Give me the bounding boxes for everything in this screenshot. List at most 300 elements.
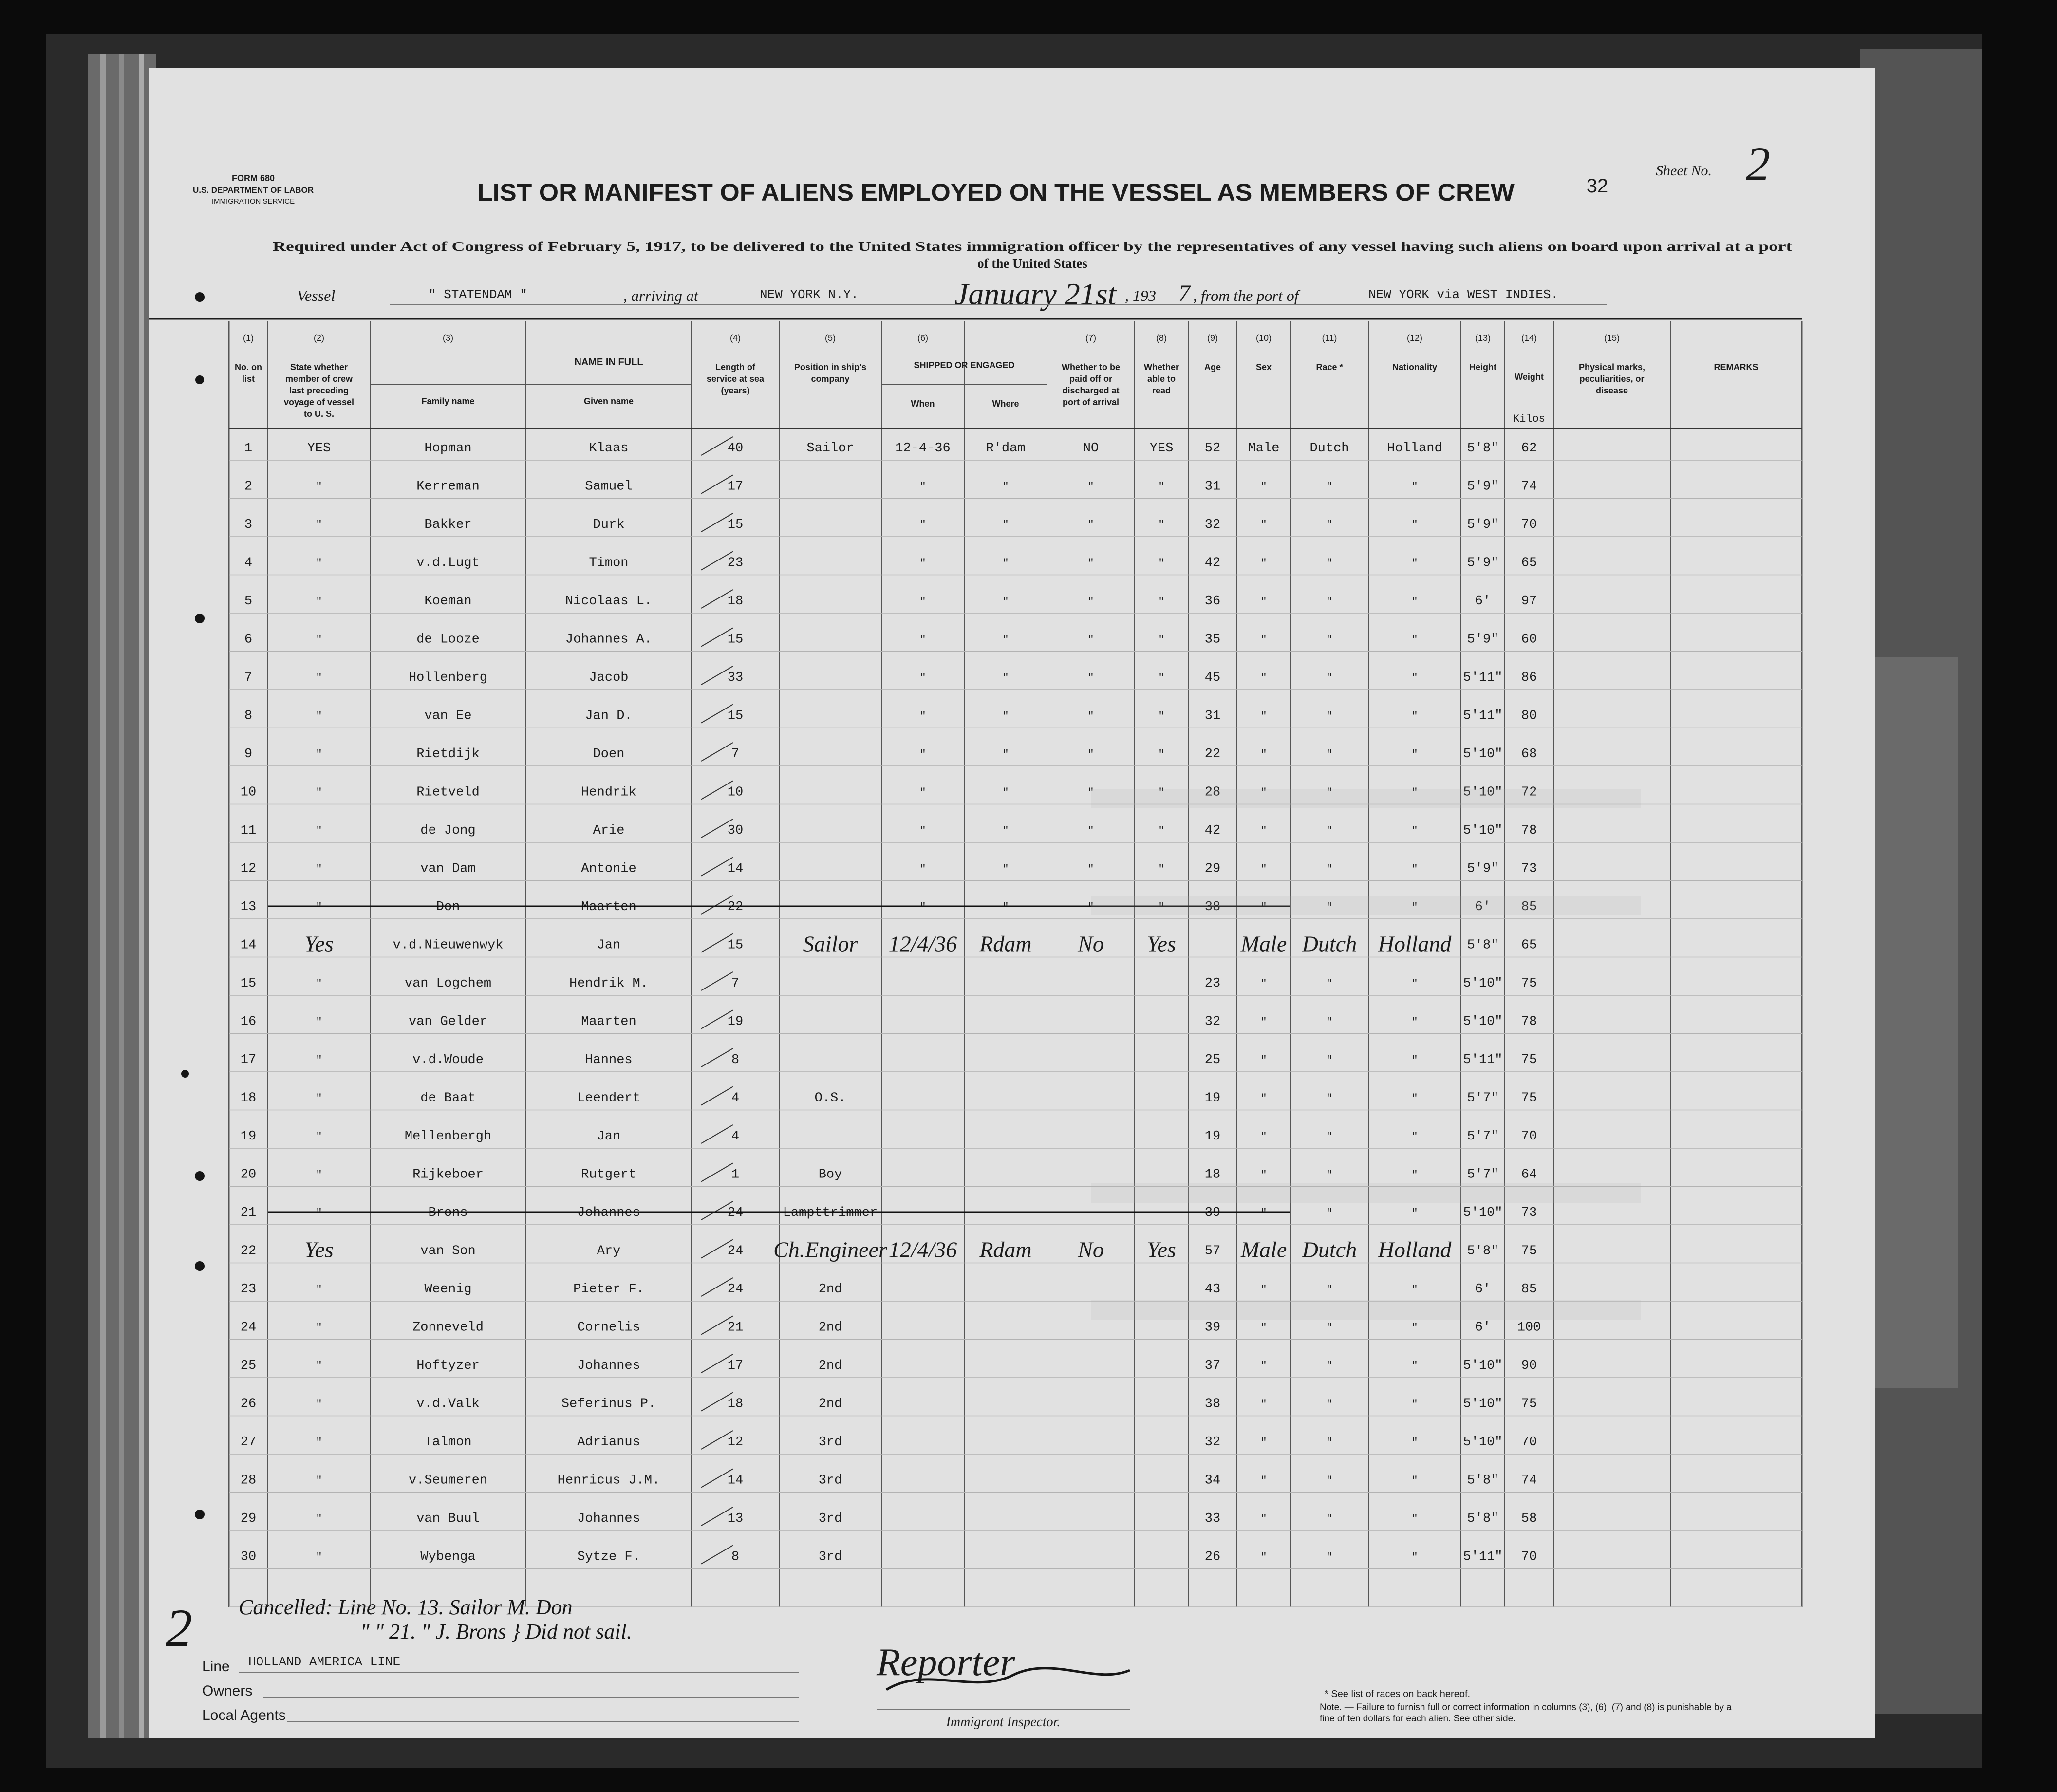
cell-paid: " [1087, 672, 1094, 684]
cell-weight: 74 [1521, 1473, 1537, 1488]
column-header-text: Weight [1515, 372, 1544, 382]
cell-when: " [919, 825, 926, 837]
cell-family: Talmon [424, 1435, 472, 1450]
cell-given: Maarten [581, 900, 636, 915]
cell-age: 31 [1204, 709, 1221, 724]
cell-height: 5'11" [1463, 671, 1503, 685]
cell-service: 14 [727, 1473, 744, 1488]
cell-paid: " [1087, 786, 1094, 799]
cell-nationality: " [1411, 748, 1418, 761]
cell-no: 28 [240, 1473, 257, 1488]
cell-nationality: " [1411, 481, 1418, 493]
cell-sex: " [1260, 672, 1267, 684]
cell-family: Rietdijk [416, 747, 480, 762]
cell-height: 5'10" [1463, 1206, 1503, 1220]
cell-paid: " [1087, 481, 1094, 493]
column-number: (14) [1521, 333, 1537, 343]
cell-age: 19 [1204, 1129, 1221, 1144]
cell-family: v.d.Nieuwenwyk [393, 938, 504, 953]
cell-when: " [919, 519, 926, 531]
cell-given: Antonie [581, 861, 636, 877]
when-header: When [911, 399, 935, 409]
cell-where: " [1002, 557, 1009, 570]
cell-race: " [1326, 557, 1333, 570]
cell-service: 18 [727, 594, 744, 609]
cell-family: Koeman [424, 594, 472, 609]
cell-age: 32 [1204, 1435, 1221, 1450]
cell-race: " [1326, 1284, 1333, 1296]
cell-height: 5'11" [1463, 1053, 1503, 1067]
cell-nationality: " [1411, 1437, 1418, 1449]
cell-read: " [1158, 786, 1165, 799]
cell-sex: " [1260, 519, 1267, 531]
cell-service: 8 [731, 1053, 740, 1067]
cell-no: 16 [240, 1014, 257, 1029]
cell-paid: " [1087, 596, 1094, 608]
cell-sex: " [1260, 1360, 1267, 1372]
where-header: Where [992, 399, 1019, 409]
column-header-text: Physical marks, [1578, 362, 1646, 372]
cell-age: 33 [1204, 1512, 1221, 1526]
cell-paid: " [1087, 557, 1094, 570]
arrival-date: January 21st [954, 277, 1117, 311]
cell-age: 37 [1204, 1359, 1221, 1373]
cell-age: 52 [1204, 441, 1221, 456]
cell-no: 25 [240, 1359, 257, 1373]
cell-position: O.S. [814, 1091, 846, 1106]
cell-weight: 58 [1521, 1512, 1537, 1526]
cell-race: " [1326, 978, 1333, 990]
cell-member: " [316, 1169, 322, 1181]
cell-no: 10 [240, 785, 257, 800]
cell-read: YES [1149, 441, 1174, 456]
cell-weight: 75 [1521, 1091, 1537, 1106]
cell-race: " [1326, 596, 1333, 608]
cell-position: Sailor [806, 441, 854, 456]
cell-no: 29 [240, 1512, 257, 1526]
cell-no: 23 [240, 1282, 257, 1297]
cell-service: 30 [727, 823, 744, 838]
cell-height: 5'8" [1467, 1512, 1499, 1526]
cell-age: 26 [1204, 1549, 1221, 1565]
column-number: (1) [243, 333, 254, 343]
cell-paid: " [1087, 519, 1094, 531]
column-header-text: paid off or [1069, 374, 1112, 384]
cell-nationality: " [1411, 596, 1418, 608]
cell-no: 11 [240, 823, 257, 838]
cell-height: 5'8" [1467, 938, 1499, 953]
cell-sex: Male [1240, 1237, 1287, 1262]
cell-where: " [1002, 748, 1009, 761]
cell-weight: 75 [1521, 1397, 1537, 1412]
cell-member: " [316, 481, 322, 493]
column-header-text: voyage of vessel [283, 397, 355, 407]
cell-paid: No [1078, 931, 1104, 956]
column-number: (15) [1604, 333, 1620, 343]
cell-no: 30 [240, 1549, 257, 1565]
cell-age: 18 [1204, 1167, 1221, 1182]
cell-sex: " [1260, 825, 1267, 837]
from-port: NEW YORK via WEST INDIES. [1368, 287, 1559, 302]
cell-service: 4 [731, 1129, 740, 1144]
cell-given: Jan [597, 938, 621, 953]
cell-where: Rdam [979, 931, 1032, 956]
cell-nationality: " [1411, 1551, 1418, 1564]
cell-sex: " [1260, 978, 1267, 990]
cell-member: Yes [304, 1237, 334, 1262]
cell-nationality: " [1411, 863, 1418, 876]
cell-age: 35 [1204, 632, 1221, 647]
cell-when: 12-4-36 [895, 441, 951, 456]
cell-where: " [1002, 519, 1009, 531]
cell-given: Jan [597, 1129, 621, 1144]
cell-paid: No [1078, 1237, 1104, 1262]
cell-service: 15 [727, 518, 744, 532]
cell-family: van Logchem [404, 976, 492, 991]
cell-family: Zonneveld [412, 1320, 484, 1335]
cell-read: " [1158, 481, 1165, 493]
column-header-text: Height [1469, 362, 1496, 372]
column-header-text: last preceding [289, 386, 349, 395]
cell-when: " [919, 748, 926, 761]
cell-member: " [316, 978, 322, 990]
cell-no: 26 [240, 1397, 257, 1412]
cell-height: 5'10" [1463, 747, 1503, 762]
cell-weight: 78 [1521, 823, 1537, 838]
cell-service: 22 [727, 900, 744, 915]
cell-sex: " [1260, 710, 1267, 723]
cell-race: " [1326, 1092, 1333, 1105]
cell-position: 3rd [818, 1549, 842, 1565]
cell-age: 23 [1204, 976, 1221, 991]
cell-race: " [1326, 901, 1333, 914]
cell-no: 1 [244, 441, 253, 456]
cell-no: 8 [244, 709, 253, 724]
cell-family: Mellenbergh [404, 1129, 492, 1144]
cell-read: Yes [1147, 931, 1176, 956]
cell-position: Lampttrimmer [783, 1206, 878, 1220]
cell-age: 29 [1204, 861, 1221, 877]
column-number: (9) [1207, 333, 1218, 343]
cell-race: " [1326, 825, 1333, 837]
cell-nationality: " [1411, 1360, 1418, 1372]
cell-weight: 85 [1521, 900, 1537, 915]
cell-member: " [316, 1054, 322, 1066]
cell-weight: 60 [1521, 632, 1537, 647]
cell-race: " [1326, 1398, 1333, 1411]
footnote-note: Note. — Failure to furnish full or correct information in columns (3), (6), (7) and (8) is punishable by a fine of ten dollars for each alien. See other side. [1320, 1702, 1732, 1724]
cell-family: Don [436, 900, 460, 915]
cell-race: " [1326, 748, 1333, 761]
cell-service: 12 [727, 1435, 744, 1450]
cell-nationality: " [1411, 634, 1418, 646]
cell-service: 24 [727, 1206, 744, 1220]
cell-service: 15 [727, 938, 744, 953]
cell-nationality: " [1411, 1322, 1418, 1334]
column-number: (4) [730, 333, 741, 343]
cell-member: " [316, 710, 322, 723]
cell-sex: " [1260, 1475, 1267, 1487]
cell-race: Dutch [1309, 441, 1349, 456]
cell-height: 5'7" [1467, 1091, 1499, 1106]
cell-read: " [1158, 672, 1165, 684]
cell-height: 5'9" [1467, 632, 1499, 647]
cell-no: 3 [244, 518, 253, 532]
cell-no: 4 [244, 556, 253, 571]
cell-member: " [316, 1513, 322, 1525]
cell-given: Maarten [581, 1014, 636, 1029]
cell-weight: 97 [1521, 594, 1537, 609]
cell-weight: 73 [1521, 1206, 1537, 1220]
cell-where: " [1002, 481, 1009, 493]
cell-nationality: " [1411, 1398, 1418, 1411]
cell-family: de Jong [420, 823, 476, 838]
line-value: HOLLAND AMERICA LINE [248, 1655, 401, 1669]
cell-weight: 70 [1521, 518, 1537, 532]
cell-given: Johannes [577, 1206, 640, 1220]
cell-weight: 75 [1521, 976, 1537, 991]
column-header-text: Whether to be [1062, 362, 1120, 372]
arriving-label: , arriving at [623, 287, 698, 304]
cell-where: " [1002, 634, 1009, 646]
column-header-text: Position in ship's [794, 362, 867, 372]
cell-family: Brons [428, 1206, 468, 1220]
cell-position: 2nd [818, 1320, 842, 1335]
cell-position: 3rd [818, 1512, 842, 1526]
cell-no: 18 [240, 1091, 257, 1106]
cell-family: van Ee [424, 709, 472, 724]
cell-no: 24 [240, 1320, 257, 1335]
cell-member: " [316, 1016, 322, 1028]
cell-nationality: " [1411, 1284, 1418, 1296]
cell-height: 5'7" [1467, 1129, 1499, 1144]
cell-sex: " [1260, 1437, 1267, 1449]
cell-given: Pieter F. [573, 1282, 644, 1297]
cell-sex: " [1260, 1092, 1267, 1105]
given-name-header: Given name [583, 396, 634, 406]
sheet-label: Sheet No. [1656, 163, 1712, 179]
cell-member: " [316, 672, 322, 684]
cell-service: 14 [727, 861, 744, 877]
cell-no: 27 [240, 1435, 257, 1450]
cell-height: 5'8" [1467, 441, 1499, 456]
cell-service: 15 [727, 632, 744, 647]
cell-read: Yes [1147, 1237, 1176, 1262]
cell-nationality: " [1411, 557, 1418, 570]
cell-member: " [316, 825, 322, 837]
column-number: (6) [917, 333, 928, 343]
cell-no: 19 [240, 1129, 257, 1144]
column-header-text: read [1152, 386, 1171, 395]
cell-when: " [919, 710, 926, 723]
page-number: 32 [1586, 175, 1608, 197]
cell-paid: " [1087, 901, 1094, 914]
inspector-signature: Reporter [877, 1641, 1015, 1684]
cancel-line-2: " " 21. " J. Brons } Did not sail. [360, 1620, 632, 1643]
cell-service: 17 [727, 1359, 744, 1373]
cell-read: " [1158, 634, 1165, 646]
cell-when: " [919, 596, 926, 608]
cell-read: " [1158, 748, 1165, 761]
cell-when: " [919, 786, 926, 799]
cell-height: 5'11" [1463, 1549, 1503, 1565]
cell-weight: 65 [1521, 938, 1537, 953]
form-number: FORM 680 [231, 173, 275, 183]
cell-nationality: " [1411, 519, 1418, 531]
cell-service: 33 [727, 671, 744, 685]
cell-sex: " [1260, 1513, 1267, 1525]
cell-where: " [1002, 672, 1009, 684]
cell-nationality: " [1411, 1092, 1418, 1105]
cell-given: Arie [593, 823, 625, 838]
cell-member: " [316, 1322, 322, 1334]
cell-sex: " [1260, 481, 1267, 493]
cell-nationality: " [1411, 978, 1418, 990]
cell-member: " [316, 557, 322, 570]
column-header-text: No. on [235, 362, 262, 372]
cell-family: Wybenga [420, 1549, 476, 1565]
cell-given: Timon [589, 556, 629, 571]
cell-when: " [919, 672, 926, 684]
cell-paid: " [1087, 634, 1094, 646]
cell-family: v.d.Lugt [416, 556, 480, 571]
cell-height: 6' [1475, 900, 1491, 915]
cell-race: " [1326, 634, 1333, 646]
cell-age: 38 [1204, 1397, 1221, 1412]
cell-paid: " [1087, 748, 1094, 761]
cell-nationality: " [1411, 901, 1418, 914]
cell-where: " [1002, 825, 1009, 837]
cell-sex: " [1260, 901, 1267, 914]
cell-member: " [316, 863, 322, 876]
requirement-line-1: Required under Act of Congress of February 5, 1917, to be delivered to the United States immigration officer by the representatives of any vessel having such aliens on board upon arrival at a port [273, 239, 1793, 254]
year-prefix: , 193 [1125, 287, 1156, 304]
cell-no: 2 [244, 479, 253, 494]
cell-nationality: " [1411, 1016, 1418, 1028]
cell-nationality: Holland [1387, 441, 1442, 456]
cell-service: 21 [727, 1320, 744, 1335]
cell-service: 1 [731, 1167, 740, 1182]
cell-family: Weenig [424, 1282, 472, 1297]
cell-read: " [1158, 901, 1165, 914]
cell-weight: 90 [1521, 1359, 1537, 1373]
cell-where: " [1002, 786, 1009, 799]
cell-given: Cornelis [577, 1320, 640, 1335]
cell-height: 6' [1475, 1282, 1491, 1297]
column-header-text: disease [1595, 386, 1628, 395]
cell-given: Nicolaas L. [565, 594, 653, 609]
cell-race: " [1326, 481, 1333, 493]
column-header-text: State whether [290, 362, 348, 372]
margin-number: 2 [166, 1598, 192, 1658]
cell-nationality: Holland [1378, 931, 1452, 956]
cell-family: Rijkeboer [412, 1167, 484, 1182]
column-header-text: Nationality [1392, 362, 1438, 372]
column-header-text: Whether [1144, 362, 1179, 372]
cell-weight: 86 [1521, 671, 1537, 685]
cell-when: 12/4/36 [888, 931, 957, 956]
service-name: IMMIGRATION SERVICE [211, 197, 295, 205]
line-label: Line [202, 1659, 230, 1675]
cell-service: 7 [731, 976, 740, 991]
cell-read: " [1158, 557, 1165, 570]
cell-position: Ch.Engineer [773, 1237, 887, 1262]
column-header-text: Age [1204, 362, 1221, 372]
cell-family: van Buul [416, 1512, 480, 1526]
cell-age: 39 [1204, 1320, 1221, 1335]
cell-height: 5'10" [1463, 1359, 1503, 1373]
cell-height: 5'7" [1467, 1167, 1499, 1182]
kilos-label: Kilos [1513, 413, 1546, 425]
column-number: (12) [1406, 333, 1423, 343]
cell-given: Johannes A. [565, 632, 653, 647]
cell-family: Rietveld [416, 785, 480, 800]
cell-given: Hannes [585, 1053, 633, 1067]
cell-read: " [1158, 519, 1165, 531]
cell-height: 6' [1475, 1320, 1491, 1335]
cell-member: " [316, 1475, 322, 1487]
cell-service: 7 [731, 747, 740, 762]
cell-family: de Baat [420, 1091, 476, 1106]
cell-weight: 70 [1521, 1549, 1537, 1565]
column-number: (13) [1475, 333, 1491, 343]
cell-where: R'dam [986, 441, 1026, 456]
cell-family: de Looze [416, 632, 480, 647]
cell-age: 28 [1204, 785, 1221, 800]
column-header-text: Race * [1316, 362, 1343, 372]
cell-race: " [1326, 786, 1333, 799]
cell-position: Sailor [803, 931, 858, 956]
requirement-line-2: of the United States [977, 256, 1087, 271]
cell-member: " [316, 519, 322, 531]
cell-given: Jacob [589, 671, 629, 685]
cell-age: 42 [1204, 556, 1221, 571]
cell-no: 21 [240, 1206, 257, 1220]
cell-service: 13 [727, 1512, 744, 1526]
cell-member: " [316, 634, 322, 646]
cell-nationality: " [1411, 825, 1418, 837]
column-header-text: (years) [721, 386, 750, 395]
cell-given: Adrianus [577, 1435, 640, 1450]
cell-age: 42 [1204, 823, 1221, 838]
cell-age: 32 [1204, 1014, 1221, 1029]
cell-sex: " [1260, 1322, 1267, 1334]
cell-no: 5 [244, 594, 253, 609]
cell-height: 5'10" [1463, 1397, 1503, 1412]
cell-age: 25 [1204, 1053, 1221, 1067]
column-header-text: company [811, 374, 850, 384]
cell-read: " [1158, 863, 1165, 876]
cell-member: " [316, 786, 322, 799]
cell-weight: 70 [1521, 1129, 1537, 1144]
cell-weight: 72 [1521, 785, 1537, 800]
cell-race: " [1326, 1016, 1333, 1028]
cell-given: Sytze F. [577, 1549, 640, 1565]
cell-family: Hoftyzer [416, 1359, 480, 1373]
cell-service: 40 [727, 441, 744, 456]
cell-race: " [1326, 1169, 1333, 1181]
cell-family: Bakker [424, 518, 472, 532]
cell-member: " [316, 901, 322, 914]
cell-height: 5'10" [1463, 1435, 1503, 1450]
cell-where: " [1002, 863, 1009, 876]
cell-member: " [316, 748, 322, 761]
cell-no: 13 [240, 900, 257, 915]
column-header-text: service at sea [706, 374, 765, 384]
cell-when: 12/4/36 [888, 1237, 957, 1262]
cell-when: " [919, 634, 926, 646]
cell-race: " [1326, 1054, 1333, 1066]
